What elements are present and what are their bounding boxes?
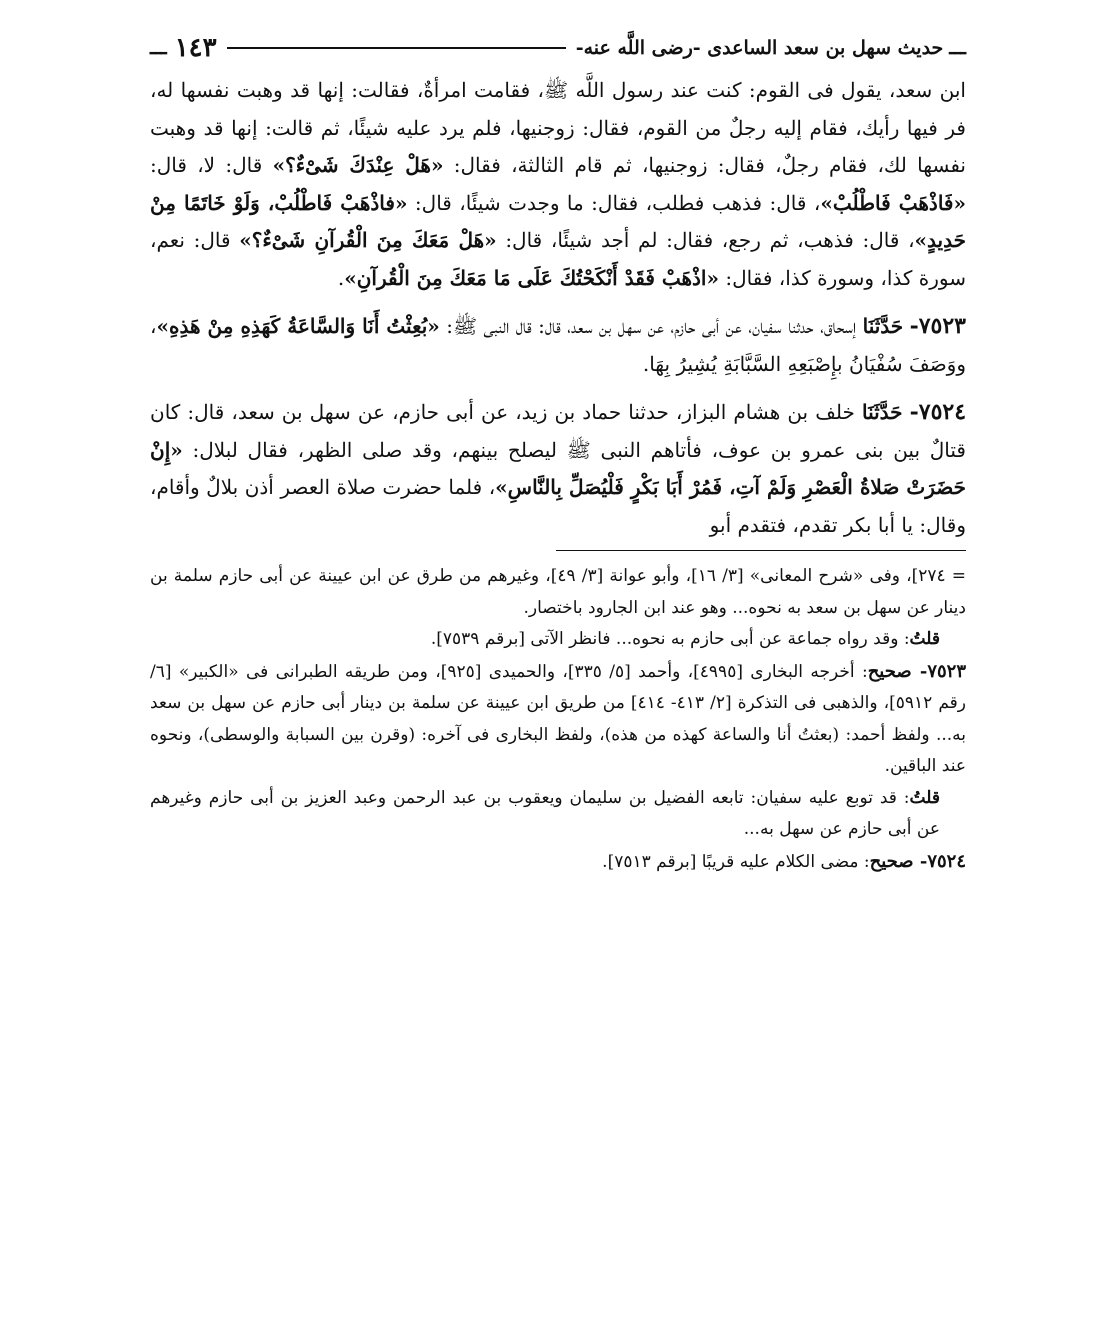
footnote-7524 [150,846,966,879]
text-segment: قال: نعم، سورة كذا، وسورة كذا، فقال: [150,228,966,290]
header-trail-dash: ـــ [150,37,167,59]
text-segment: ابن سعد، يقول فى القوم: كنت عند رسول اللَّه ﷺ، فقامت امرأةٌ، فقالت: إنها قد وهبت نفسها له، فر فيها رأيك، فقام إليه رجلٌ من القوم، فقال: زوجنيها، فلم يرد عليه شيئًا، ثم قالت: إنها قد وهبت نفسها لك، فقام رجلٌ، فقال: زوجنيها، ثم قام الثالثة، فقال: [150,78,967,177]
hadith-7524 [150,394,966,544]
footnote-label: قلتُ [909,787,940,808]
footnote-divider [556,550,966,551]
footnote-text: : أخرجه البخارى [٤٩٩٥]، وأحمد [٥/ ٣٣٥]، والحميدى [٩٢٥]، ومن طريقه الطبرانى فى «الكبير» [٦/ رقم ٥٩١٢]، والذهبى فى التذكرة [٢/ ٤١٣- ٤١٤] من طريق ابن عيينة عن سلمة بن دينار أبى حازم عن سهل بن سعد به... ولفظ أحمد: (بعثتُ أنا والساعة كهذه من هذه)، ولفظ البخارى فى آخره: (وقرن بين السبابة والوسطى)، ونحوه عند الباقين. [150,661,966,776]
haddathana-word: حَدَّثَنَا [862,314,904,338]
footnote-number: ٧٥٢٣- صحيح [867,660,966,682]
page-number: ١٤٣ [174,33,217,63]
header-lead-dash: ـــ [949,37,966,59]
prophetic-quote: «هَلْ عِنْدَكَ شَىْءٌ؟» [272,153,444,177]
prophetic-quote: «اذْهَبْ فَقَدْ أَنْكَحْتُكَ عَلَى مَا مَعَكَ مِنَ الْقُرآنِ» [344,265,719,290]
prophetic-quote: «فاذْهَبْ فَاطْلُبْ، وَلَوْ خَاتَمًا مِنْ حَدِيدٍ» [150,190,966,252]
text-segment: خلف بن هشام البزاز، حدثنا حماد بن زيد، عن أبى حازم، عن سهل بن سعد، قال: كان قتالٌ بين بنى عمرو بن عوف، فأتاهم النبى ﷺ ليصلح بينهم، وقد صلى الظهر، فقال لبلال: [150,400,966,462]
text-segment: . [337,265,345,290]
header-rule [227,47,566,49]
page [150,30,966,878]
haddathana-word: حَدَّثَنَا [861,400,903,424]
footnote-label: قلتُ [909,629,940,649]
footnote-7523 [150,656,966,783]
running-title: حديث سهل بن سعد الساعدى -رضى اللَّه عنه- [575,37,944,59]
prophetic-quote: «بُعِثْتُ أَنَا وَالسَّاعَةُ كَهَذِهِ مِنْ هَذِهِ» [156,314,440,338]
prophetic-quote: «إِنْ حَضَرَتْ صَلاةُ الْعَصْرِ وَلَمْ آتِ، فَمُرْ أَبَا بَكْرٍ فَلْيُصَلِّ بِالنَّاسِ» [150,437,966,499]
footnote-text: : وقد رواه جماعة عن أبى حازم به نحوه... فانظر الآتى [برقم ٧٥٣٩]. [430,629,910,649]
footnote-text: : مضى الكلام عليه قريبًا [برقم ٧٥١٣]. [602,851,870,872]
prophetic-quote: «فَاذْهَبْ فَاطْلُبْ» [820,190,966,215]
hadith-number: ٧٥٢٣- [909,313,966,339]
page-header [150,30,966,66]
footnote-number: ٧٥٢٤- صحيح [869,850,966,872]
text-segment: إسحاق، حدثنا سفيان، عن أبى حازم، عن سهل بن سعد، قال: قال النبى ﷺ: [439,314,863,338]
footnote-continuation: = ٢٧٤]، وفى «شرح المعانى» [٣/ ١٦]، وأبو عوانة [٣/ ٤٩]، وغيرهم من طرق عن ابن عيينة عن أبى حازم سلمة بن دينار عن سهل بن سعد به نحوه... وهو عند ابن الجارود باختصار. [150,566,967,618]
hadith-continuation [150,72,966,297]
text-segment: ، قال: فذهب، ثم رجع، فقال: لم أجد شيئًا، قال: [496,228,915,252]
text-segment: ، ووَصَفَ سُفْيَانُ بإِصْبَعِهِ السَّبَّابَةِ يُشِيرُ بِهَا. [150,314,966,376]
prophetic-quote: «هَلْ مَعَكَ مِنَ الْقُرآنِ شَىْءٌ؟» [239,228,497,252]
hadith-number: ٧٥٢٤- [909,399,967,425]
text-segment: ، فلما حضرت صلاة العصر أذن بلالٌ وأقام، وقال: يا أبا بكر تقدم، فتقدم أبو [150,475,966,537]
text-segment: قال: لا، قال: [150,153,273,177]
text-segment: ، قال: فذهب فطلب، فقال: ما وجدت شيئًا، قال: [407,190,821,215]
footnote-text: : قد توبع عليه سفيان: تابعه الفضيل بن سليمان ويعقوب بن عبد الرحمن وعبد العزيز بن أبى حازم وغيرهم عن أبى حازم عن سهل به... [150,787,940,839]
footnote-comment [150,783,966,846]
footnotes [150,561,966,878]
hadith-7523 [150,308,966,383]
main-text [150,72,966,544]
footnote-comment [150,624,966,656]
